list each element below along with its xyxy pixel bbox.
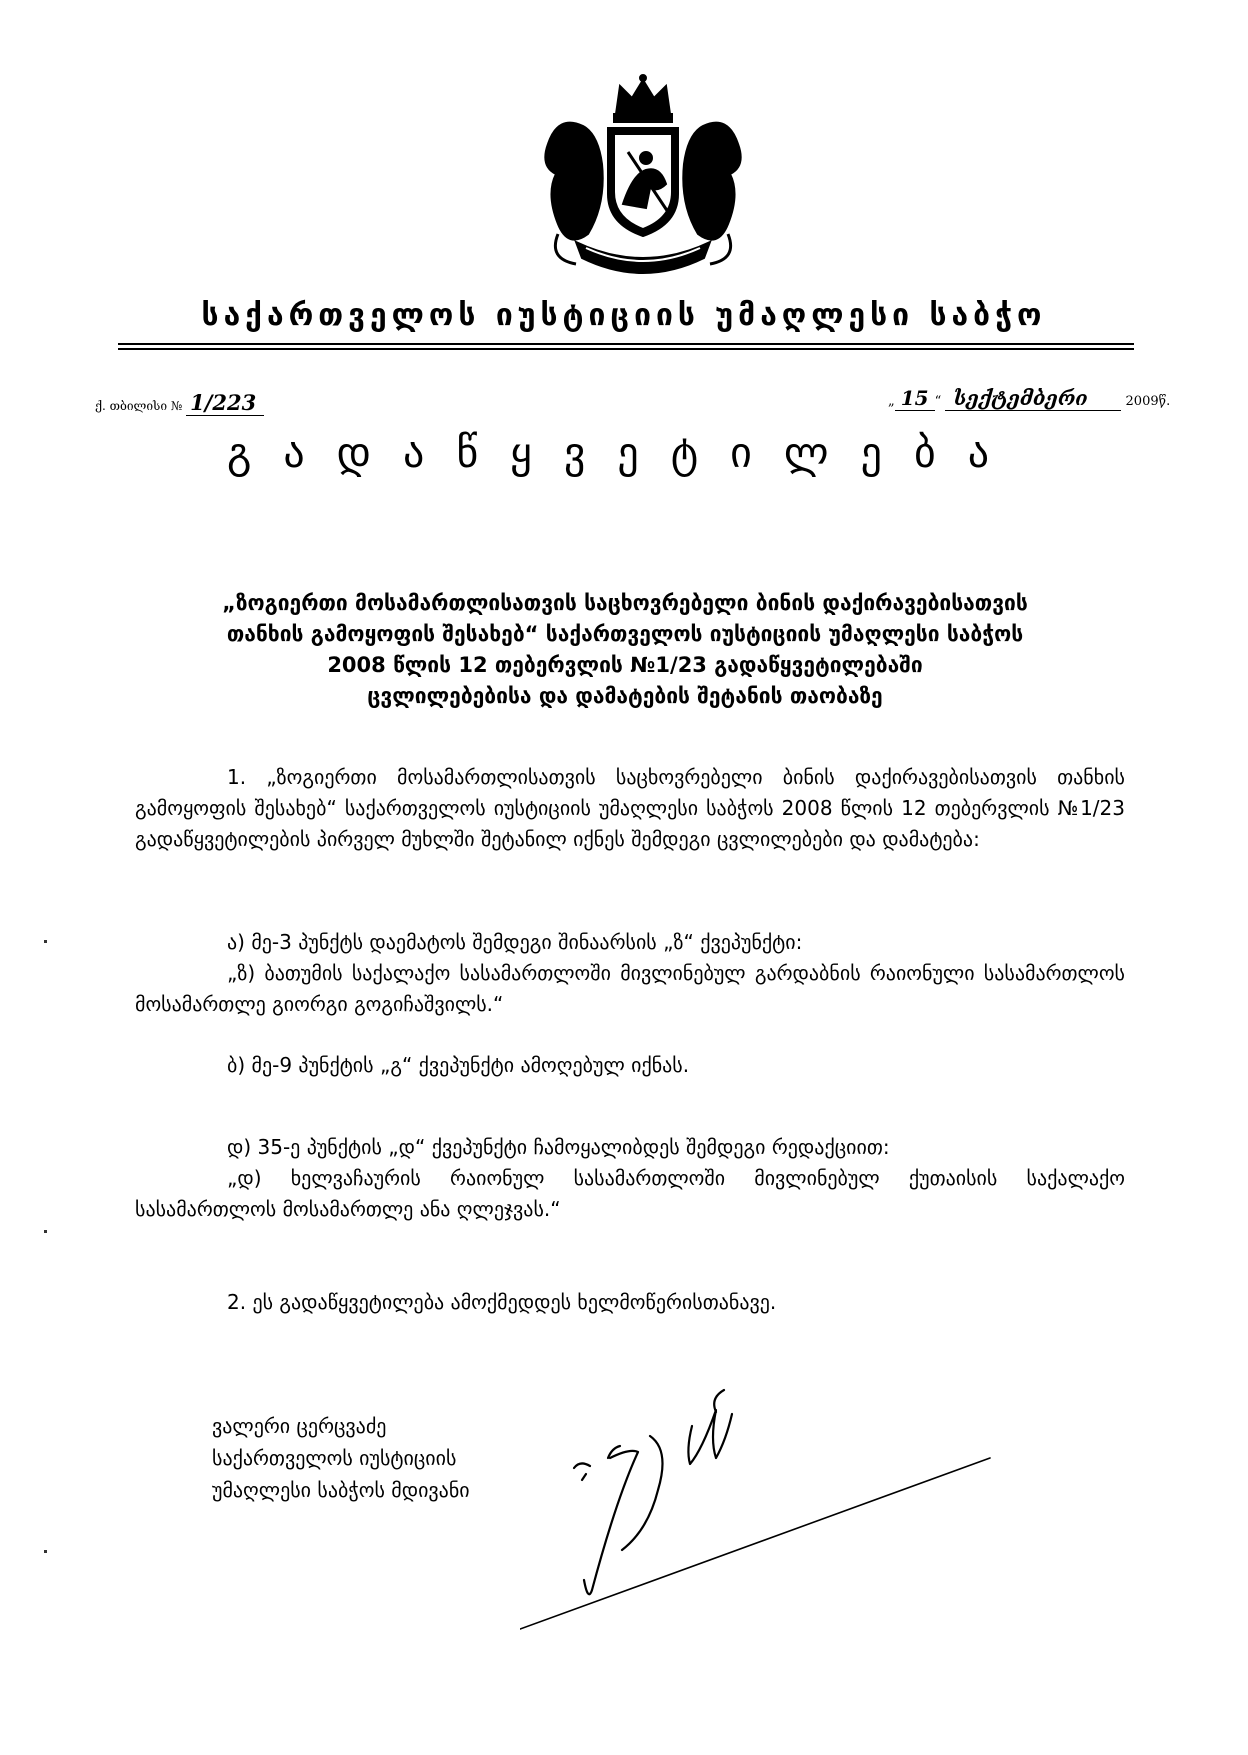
number-label: ქ. თბილისი № bbox=[95, 399, 183, 413]
item-d bbox=[135, 1132, 1125, 1225]
registration-number bbox=[95, 390, 264, 416]
document-title: გადაწყვეტილება bbox=[226, 428, 1022, 477]
date-month: სექტემბერი bbox=[945, 386, 1121, 411]
document-date: „ 15 “ სექტემბერი 2009წ. bbox=[888, 386, 1171, 410]
date-day: 15 bbox=[895, 386, 935, 411]
header-rule-bottom bbox=[118, 348, 1134, 350]
signer-position-1: საქართველოს იუსტიციის bbox=[212, 1446, 457, 1470]
scan-mark bbox=[44, 1230, 47, 1233]
subject-line: თანხის გამოყოფის შესახებ“ საქართველოს იუსტიციის უმაღლესი საბჭოს bbox=[226, 622, 1024, 646]
item-b-text: ბ) მე-9 პუნქტის „გ“ ქვეპუნქტი ამოღებულ იქნას. bbox=[227, 1053, 690, 1077]
paragraph-1 bbox=[135, 762, 1125, 855]
header-rule-top bbox=[118, 343, 1134, 345]
item-a-quote: „ზ) ბათუმის საქალაქო სასამართლოში მივლინებულ გარდაბნის რაიონული სასამართლოს მოსამართლე გიორგი გოგიჩაშვილს.“ bbox=[135, 961, 1125, 1016]
paragraph-1-text: 1. „ზოგიერთი მოსამართლისათვის საცხოვრებელი ბინის დაქირავებისათვის თანხის გამოყოფის შესახებ“ საქართველოს იუსტიციის უმაღლესი საბჭოს 2008 წლის 12 თებერვლის №1/23 გადაწყვეტილების პირველ მუხლში შეტანილ იქნეს შემდეგი ცვლილებები და დამატება: bbox=[135, 765, 1125, 851]
number-value: 1/223 bbox=[186, 390, 264, 416]
subject-line: 2008 წლის 12 თებერვლის №1/23 გადაწყვეტილებაში bbox=[327, 653, 923, 677]
signature-icon bbox=[520, 1340, 1040, 1640]
document-subject bbox=[200, 588, 1050, 712]
item-d-quote: „დ) ხელვაჩაურის რაიონულ სასამართლოში მივლინებულ ქუთაისის საქალაქო სასამართლოს მოსამართლე ანა ღლეჯვას.“ bbox=[135, 1166, 1125, 1221]
scan-mark bbox=[44, 1550, 47, 1553]
item-a bbox=[135, 927, 1125, 1020]
paragraph-2 bbox=[135, 1287, 1125, 1318]
signer-position-2: უმაღლესი საბჭოს მდივანი bbox=[212, 1478, 470, 1502]
subject-line: ცვლილებებისა და დამატების შეტანის თაობაზე bbox=[367, 684, 883, 708]
date-year: 2009წ. bbox=[1125, 394, 1171, 409]
signer-name: ვალერი ცერცვაძე bbox=[212, 1414, 387, 1438]
item-b bbox=[135, 1050, 1125, 1081]
signer-block bbox=[212, 1410, 470, 1506]
item-a-intro: ა) მე-3 პუნქტს დაემატოს შემდეგი შინაარსის „ზ“ ქვეპუნქტი: bbox=[227, 930, 803, 954]
scan-mark bbox=[44, 940, 47, 943]
organization-title: საქართველოს იუსტიციის უმაღლესი საბჭო bbox=[201, 298, 1047, 333]
subject-line: „ზოგიერთი მოსამართლისათვის საცხოვრებელი ბინის დაქირავებისათვის bbox=[222, 591, 1028, 615]
item-d-intro: დ) 35-ე პუნქტის „დ“ ქვეპუნქტი ჩამოყალიბდეს შემდეგი რედაქციით: bbox=[227, 1135, 890, 1159]
paragraph-2-text: 2. ეს გადაწყვეტილება ამოქმედდეს ხელმოწერისთანავე. bbox=[227, 1290, 777, 1314]
coat-of-arms-icon bbox=[528, 74, 758, 284]
